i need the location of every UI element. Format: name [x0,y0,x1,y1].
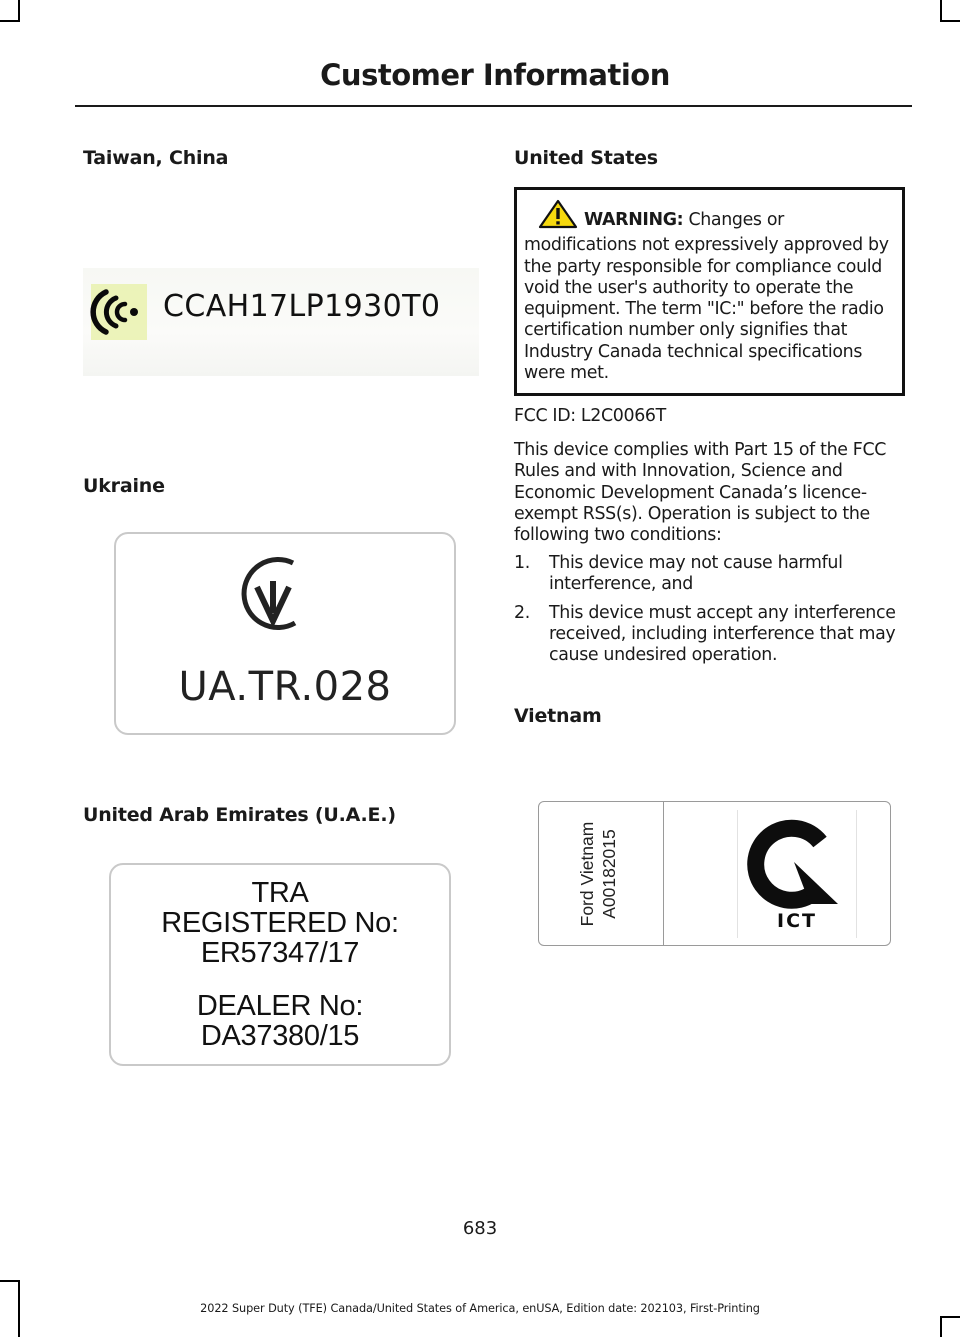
warning-label: WARNING: [584,210,684,230]
heading-vietnam: Vietnam [514,705,602,727]
crop-mark [18,0,20,22]
uae-tra-label [109,863,451,1066]
ncc-wave-icon [89,282,149,342]
crop-mark [940,20,960,22]
tra-line-1: TRA [251,877,309,909]
ict-q-icon [738,810,856,910]
list-item [514,553,906,596]
crop-mark [940,1316,960,1318]
fcc-statement: This device complies with Part 15 of the FCC Rules and with Innovation, Science and Economic Development Canada’s licence-exempt RSS(s). Operation is subject to the following two conditions: [514,440,887,546]
tra-line-5: DA37380/15 [200,1020,360,1052]
ukraine-mark-text: UA.TR.028 [178,664,392,710]
vietnam-label-divider [663,802,664,945]
heading-taiwan: Taiwan, China [83,147,229,169]
warning-triangle-icon [538,199,578,235]
fcc-id: FCC ID: L2C0066T [514,406,666,426]
tra-line-3: ER57347/17 [200,937,360,969]
list-item-number: 1. [514,553,530,573]
vietnam-label-text [576,774,626,974]
heading-ukraine: Ukraine [83,475,165,497]
ict-logo-text: ICT [777,910,817,932]
crop-mark [0,1280,20,1282]
crop-mark [940,1316,942,1337]
page-number: 683 [462,1218,498,1239]
tra-line-4: DEALER No: [196,990,364,1022]
ukraine-mark-label [114,532,456,735]
conditions-list [514,553,906,673]
warning-text: Changes or modifications not expressively approved by the party responsible for compliance could void the user's authority to operate the equipment. The term "IC:" before the radio certification number only signifies that Industry Canada technical specifications were met. [524,210,889,384]
ict-logo [737,810,857,938]
crop-mark [0,20,20,22]
vietnam-label-line-2: A00182015 [599,829,619,919]
list-item-number: 2. [514,602,530,623]
taiwan-ncc-code: CCAH17LP1930T0 [163,289,441,324]
title-rule [75,105,912,107]
list-item-text: This device may not cause harmful interference, and [549,553,843,595]
list-item [514,603,906,667]
heading-united-states: United States [514,147,658,169]
vietnam-label-line-1: Ford Vietnam [577,821,597,927]
heading-uae: United Arab Emirates (U.A.E.) [83,804,396,826]
taiwan-ncc-label [83,268,479,376]
footer-edition: 2022 Super Duty (TFE) Canada/United States of America, enUSA, Edition date: 202103, First-Printing [200,1302,760,1315]
warning-box [514,187,905,396]
page-title: Customer Information [320,58,670,92]
vietnam-ict-label [538,801,891,946]
ukraine-conformity-icon [233,551,313,635]
list-item-text: This device must accept any interference received, including interference that may cause undesired operation. [549,602,896,666]
crop-mark [940,0,942,22]
tra-line-2: REGISTERED No: [161,907,399,939]
